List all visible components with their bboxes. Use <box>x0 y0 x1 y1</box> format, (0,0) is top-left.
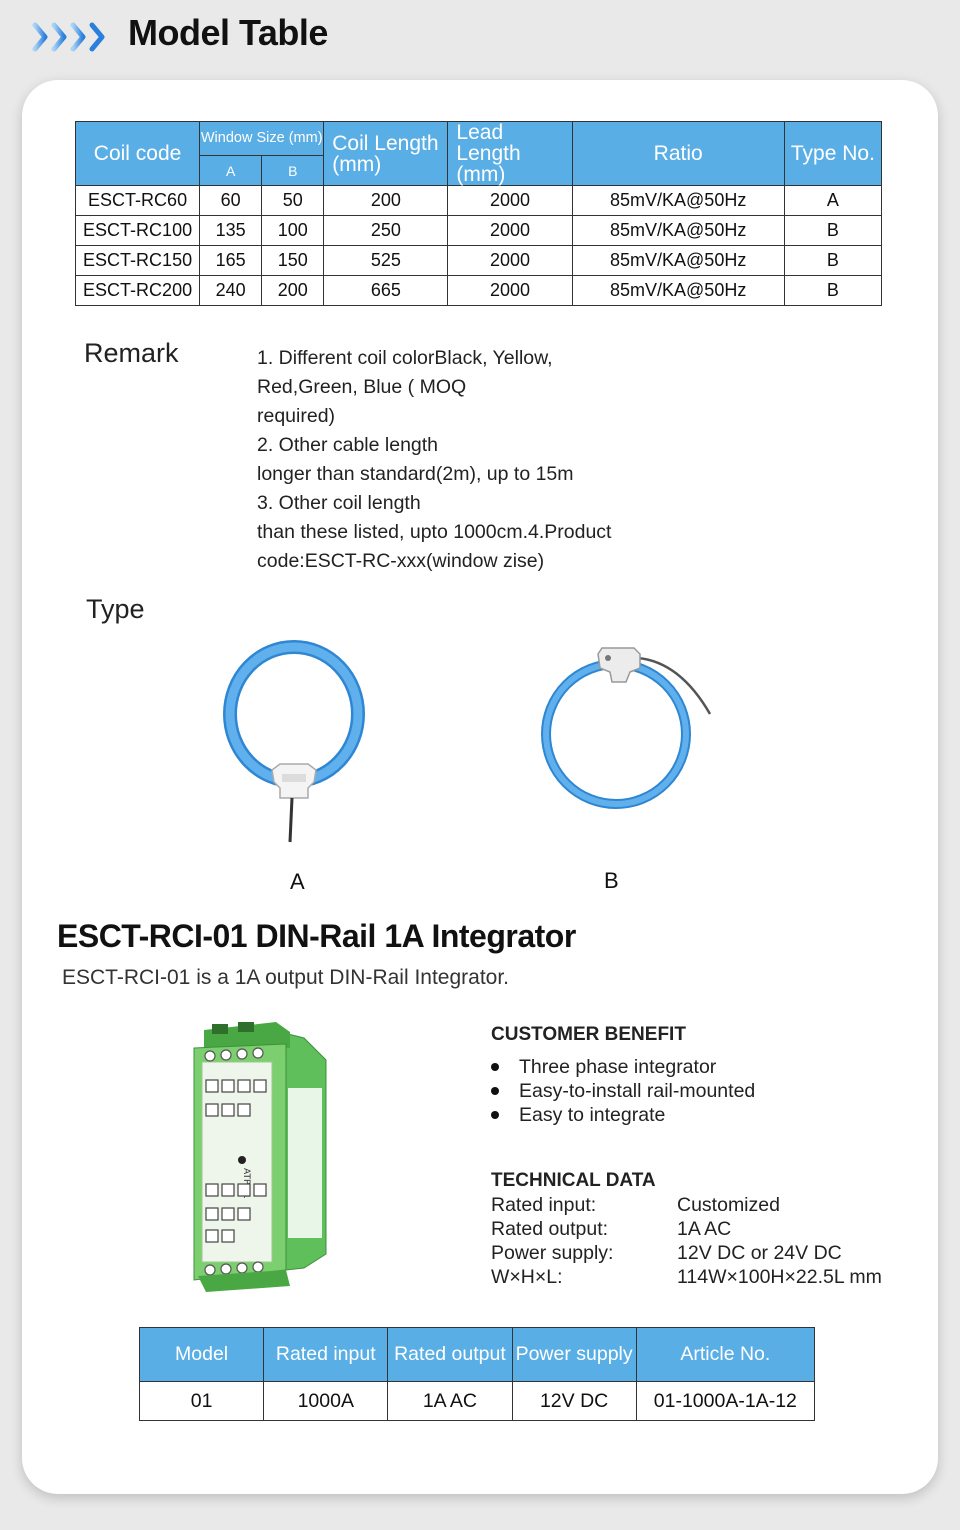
tech-row <box>491 1242 931 1266</box>
type-a-label: A <box>290 869 305 894</box>
cell-code: ESCT-RC150 <box>76 246 200 276</box>
integrator-table <box>139 1327 815 1421</box>
cell-code: ESCT-RC200 <box>76 276 200 306</box>
tech-label: Rated input: <box>491 1194 597 1216</box>
cell-lead-length: 2000 <box>448 246 572 276</box>
tech-value: 1A AC <box>677 1218 732 1240</box>
cell-lead-length: 2000 <box>448 216 572 246</box>
benefit-text: Three phase integrator <box>519 1055 717 1078</box>
remark-line: longer than standard(2m), up to 15m <box>257 463 574 485</box>
header-chevrons-icon <box>32 20 112 54</box>
remark-line: 2. Other cable length <box>257 434 439 456</box>
cell-ratio: 85mV/KA@50Hz <box>572 276 784 306</box>
table-row <box>76 216 882 246</box>
integrator-device-image <box>186 1018 336 1294</box>
tech-row <box>491 1218 931 1242</box>
cell-type: B <box>784 246 881 276</box>
list-item <box>491 1103 755 1127</box>
table-row <box>76 276 882 306</box>
cell-type: B <box>784 216 881 246</box>
header-power-supply: Power supply <box>512 1328 636 1382</box>
cell-article-no: 01-1000A-1A-12 <box>636 1382 814 1421</box>
cell-coil-length: 665 <box>324 276 448 306</box>
header-rated-input: Rated input <box>264 1328 388 1382</box>
bullet-icon <box>491 1063 499 1071</box>
tech-row <box>491 1266 931 1290</box>
cell-b: 50 <box>262 186 324 216</box>
coil-type-b-image <box>530 642 720 817</box>
cell-a: 60 <box>200 186 262 216</box>
cell-type: A <box>784 186 881 216</box>
cell-b: 200 <box>262 276 324 306</box>
tech-data <box>491 1194 931 1290</box>
cell-power-supply: 12V DC <box>512 1382 636 1421</box>
integrator-title: ESCT-RCI-01 DIN-Rail 1A Integrator <box>57 918 576 954</box>
header-type-no: Type No. <box>784 122 881 186</box>
benefit-list <box>491 1055 755 1127</box>
cell-code: ESCT-RC60 <box>76 186 200 216</box>
cell-ratio: 85mV/KA@50Hz <box>572 216 784 246</box>
cell-ratio: 85mV/KA@50Hz <box>572 186 784 216</box>
remark-body <box>257 344 647 576</box>
tech-value: Customized <box>677 1194 780 1216</box>
cell-code: ESCT-RC100 <box>76 216 200 246</box>
cell-coil-length: 250 <box>324 216 448 246</box>
remark-line: Red,Green, Blue ( MOQ <box>257 376 467 398</box>
tech-label: Power supply: <box>491 1242 614 1264</box>
remark-line: code:ESCT-RC-xxx(window zise) <box>257 550 545 572</box>
header-model: Model <box>140 1328 264 1382</box>
cell-rated-input: 1000A <box>264 1382 388 1421</box>
tech-label: Rated output: <box>491 1218 609 1240</box>
remark-heading: Remark <box>84 338 179 368</box>
tech-row <box>491 1194 931 1218</box>
tech-label: W×H×L: <box>491 1266 563 1288</box>
bullet-icon <box>491 1087 499 1095</box>
cell-b: 150 <box>262 246 324 276</box>
coil-type-a-image <box>212 638 382 848</box>
cell-type: B <box>784 276 881 306</box>
cell-coil-length: 525 <box>324 246 448 276</box>
cell-ratio: 85mV/KA@50Hz <box>572 246 784 276</box>
header-coil-length: Coil Length (mm) <box>324 122 448 186</box>
remark-line: 1. Different coil colorBlack, Yellow, <box>257 347 553 369</box>
header-col-a: A <box>200 156 262 186</box>
header-rated-output: Rated output <box>388 1328 512 1382</box>
header-lead-length: Lead Length (mm) <box>448 122 572 186</box>
tech-heading: TECHNICAL DATA <box>491 1170 656 1191</box>
cell-a: 165 <box>200 246 262 276</box>
remark-line: than these listed, upto 1000cm.4.Product <box>257 521 612 543</box>
table-row <box>140 1382 815 1421</box>
header-article-no: Article No. <box>636 1328 814 1382</box>
cell-coil-length: 200 <box>324 186 448 216</box>
table-row <box>76 186 882 216</box>
tech-value: 12V DC or 24V DC <box>677 1242 842 1264</box>
header-window-size: Window Size (mm) <box>200 122 324 156</box>
list-item <box>491 1055 755 1079</box>
cell-lead-length: 2000 <box>448 186 572 216</box>
cell-rated-output: 1A AC <box>388 1382 512 1421</box>
table-row <box>76 246 882 276</box>
cell-a: 240 <box>200 276 262 306</box>
header-ratio: Ratio <box>572 122 784 186</box>
benefit-text: Easy-to-install rail-mounted <box>519 1079 756 1102</box>
header-coil-code: Coil code <box>76 122 200 186</box>
tech-value: 114W×100H×22.5L mm <box>677 1266 882 1288</box>
list-item <box>491 1079 755 1103</box>
benefit-text: Easy to integrate <box>519 1103 666 1126</box>
header-col-b: B <box>262 156 324 186</box>
cell-lead-length: 2000 <box>448 276 572 306</box>
bullet-icon <box>491 1111 499 1119</box>
remark-line: 3. Other coil length <box>257 492 421 514</box>
type-b-label: B <box>604 868 619 893</box>
benefit-heading: CUSTOMER BENEFIT <box>491 1024 686 1045</box>
integrator-subtitle: ESCT-RCI-01 is a 1A output DIN-Rail Integrator. <box>62 966 510 989</box>
page-title: Model Table <box>128 12 328 53</box>
cell-model: 01 <box>140 1382 264 1421</box>
cell-a: 135 <box>200 216 262 246</box>
cell-b: 100 <box>262 216 324 246</box>
remark-line: required) <box>257 405 336 427</box>
type-heading: Type <box>86 594 145 624</box>
model-table <box>75 121 882 306</box>
